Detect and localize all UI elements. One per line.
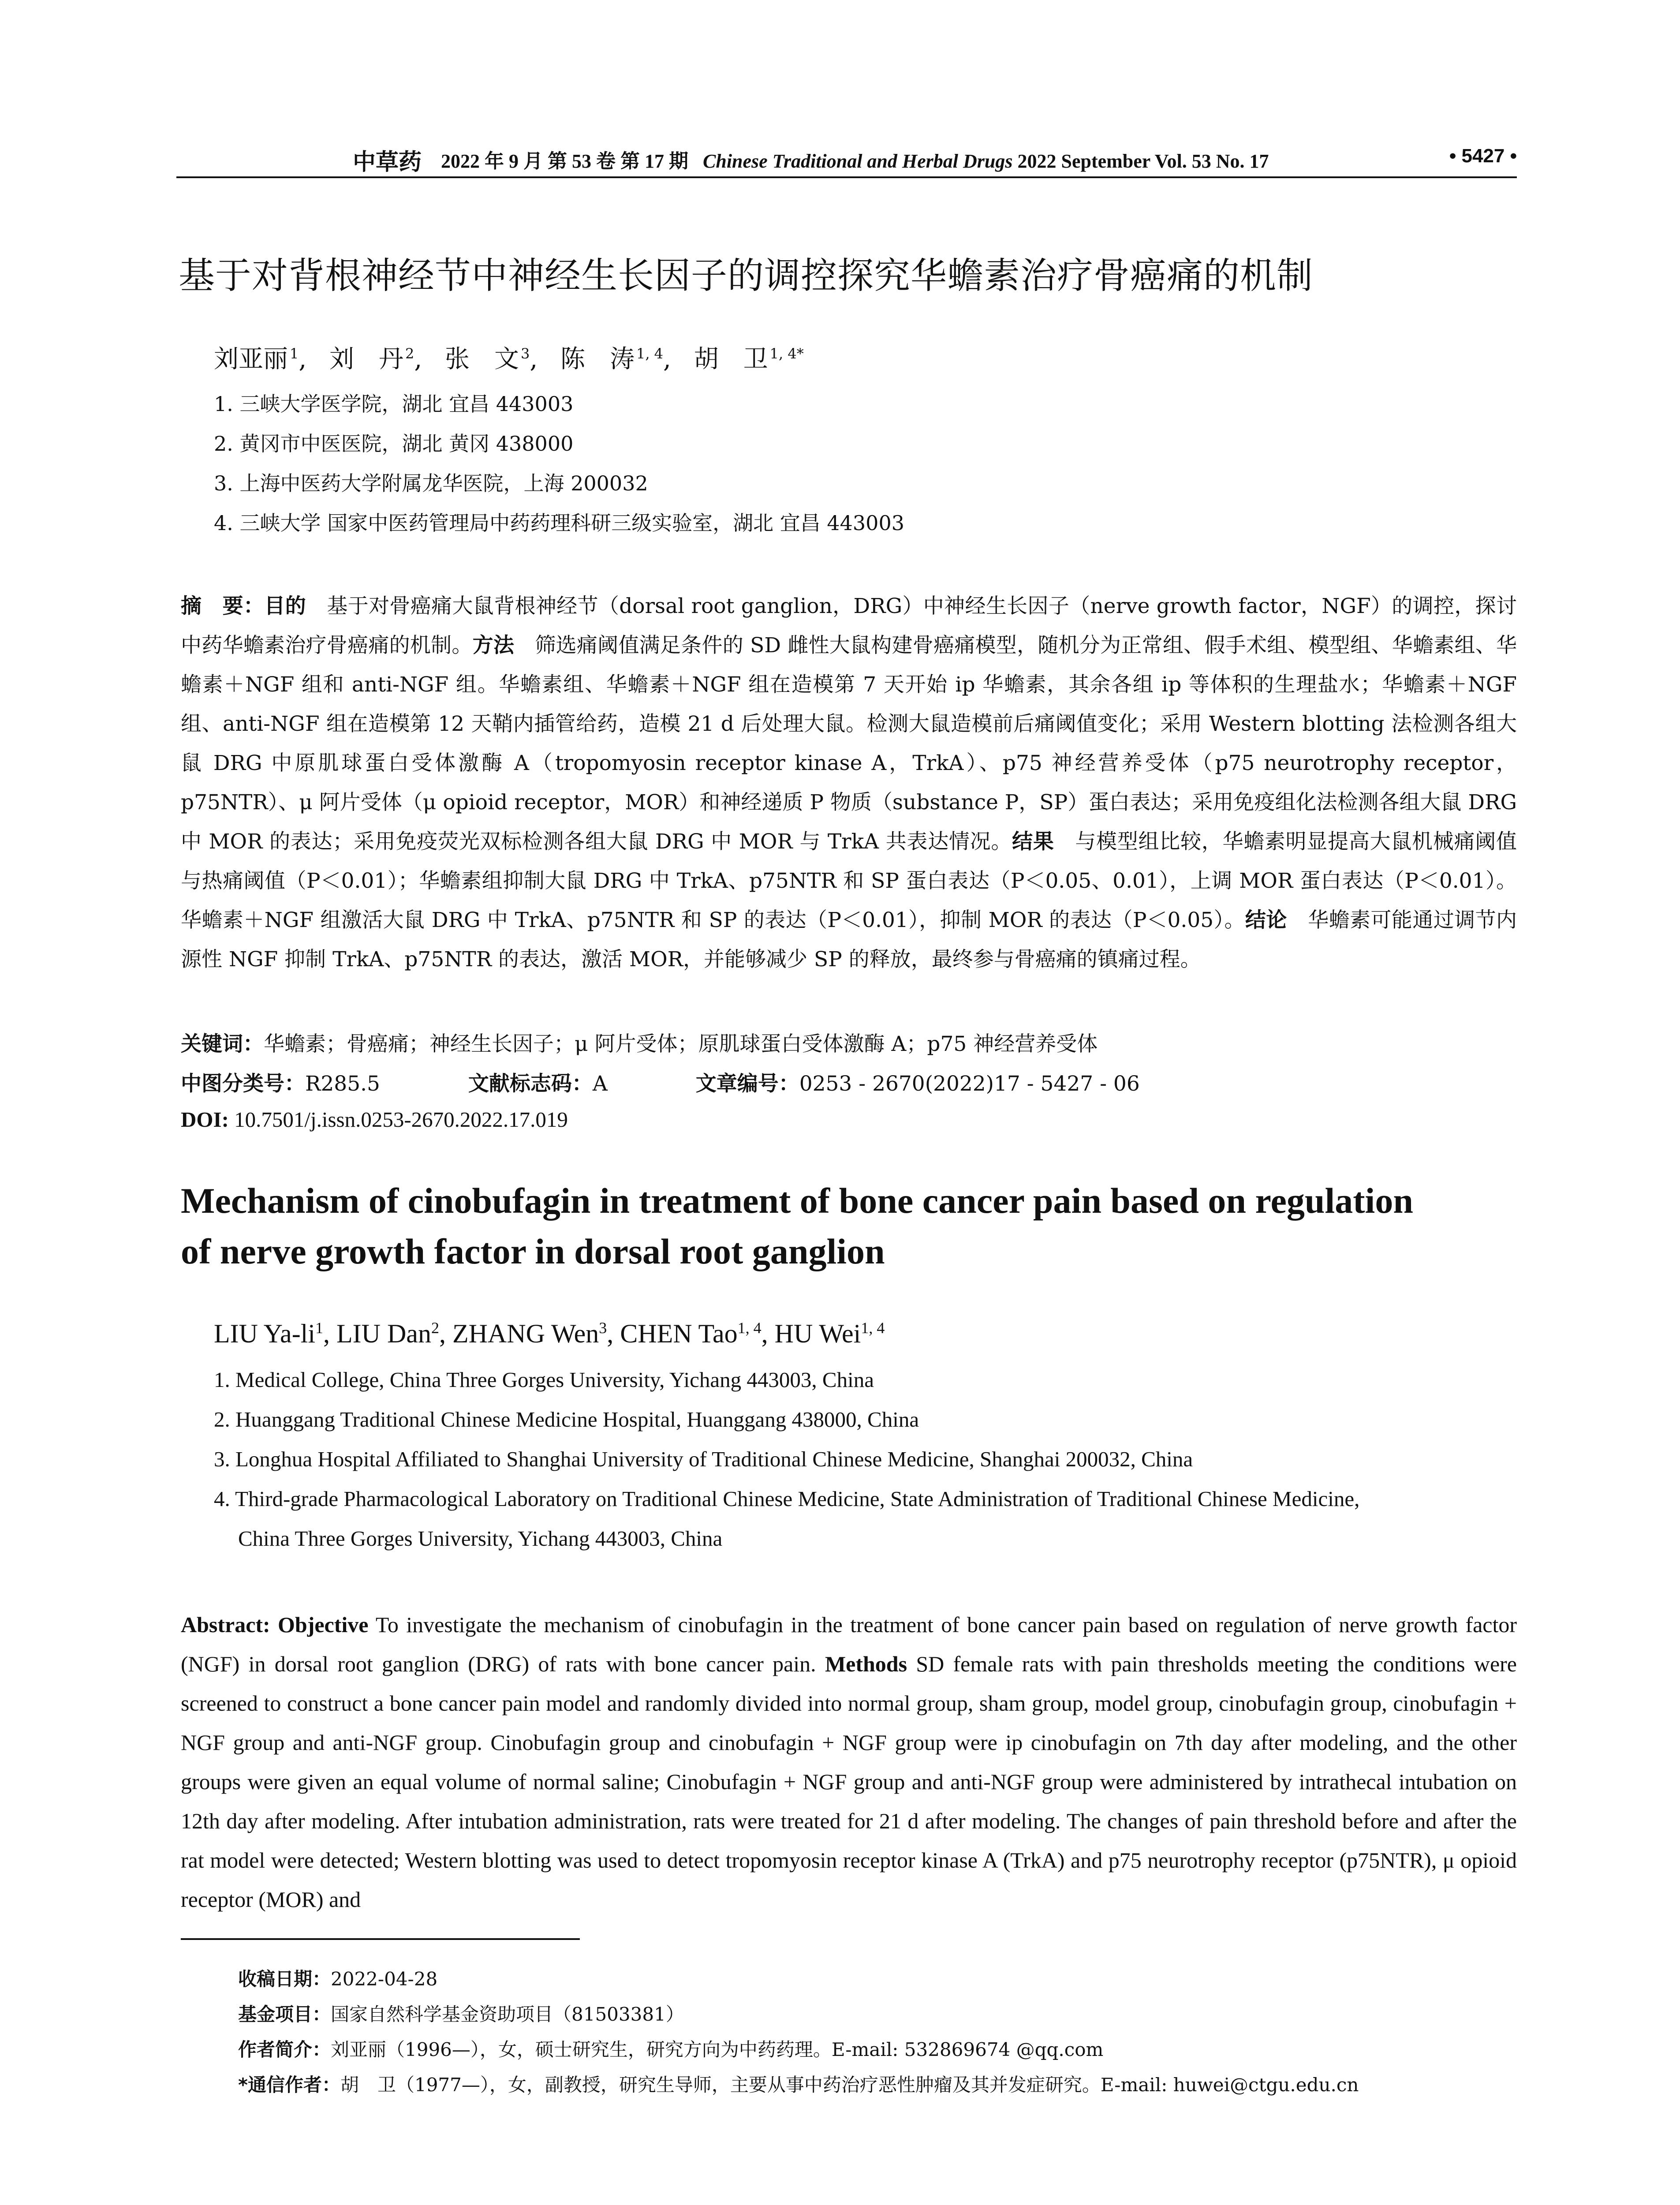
methods-label: 方法 bbox=[472, 633, 515, 658]
running-header bbox=[176, 143, 1517, 179]
abstract-cn bbox=[181, 587, 1517, 979]
abstract-en bbox=[181, 1605, 1517, 1919]
title-en bbox=[181, 1175, 1521, 1277]
title-en-line-2: of nerve growth factor in dorsal root ganglion bbox=[181, 1231, 885, 1271]
author-en: LIU $Ya-li^1$ bbox=[214, 1319, 324, 1348]
footnote-received: 收稿日期：2022-04-28 bbox=[238, 1968, 438, 1990]
issue-cn: 2022 年 9 月 第 53 卷 第 17 期 bbox=[441, 150, 688, 172]
author-cn: 胡 卫 $^{1, 4*}$ bbox=[694, 345, 804, 374]
author-cn: 张 文 $^3$, bbox=[444, 345, 538, 374]
footnote-rule bbox=[181, 1938, 580, 1940]
issue-en: 2022 September Vol. 53 No. 17 bbox=[1017, 150, 1269, 172]
doc-code-value: A bbox=[592, 1072, 608, 1096]
methods-en-label: Methods bbox=[825, 1652, 907, 1676]
affiliation-cn-1: 1. 三峡大学医学院，湖北 宜昌 443003 bbox=[214, 392, 574, 416]
objective-label: 目的 bbox=[264, 594, 306, 618]
author-en: ZHANG Wen$^3$ bbox=[452, 1319, 607, 1348]
header-rule bbox=[176, 176, 1517, 178]
abstract-en-label: Abstract: Objective bbox=[181, 1612, 369, 1637]
keywords-label: 关键词： bbox=[181, 1032, 264, 1056]
affiliation-en-4: 4. Third-grade Pharmacological Laboratory on Traditional Chinese Medicine, State Administration of Traditional Chinese Medicine, bbox=[214, 1487, 1360, 1511]
journal-en: Chinese Traditional and Herbal Drugs bbox=[703, 150, 1013, 172]
article-no-label: 文章编号： bbox=[695, 1072, 799, 1096]
doi-label: DOI: bbox=[181, 1107, 229, 1132]
doc-code-label: 文献标志码： bbox=[468, 1072, 593, 1096]
author-en: LIU Dan$^2$ bbox=[336, 1319, 439, 1348]
author-cn: 陈 涛 $^{1, 4}$, bbox=[560, 345, 671, 374]
methods-text: 筛选痛阈值满足条件的 SD 雌性大鼠构建骨癌痛模型，随机分为正常组、假手术组、模型组、华蟾素组、华蟾素＋NGF 组和 anti-NGF 组。华蟾素组、华蟾素＋NGF 组在造模第 7 天开始 ip 华蟾素，其余各组 ip 等体积的生理盐水；华蟾素＋NGF 组、anti-NGF 组在造模第 12 天鞘内插管给药，造模 21 d 后处理大鼠。检测大鼠造模前后痛阈值变化；采用 Western blotting 法检测各组大鼠 DRG 中原肌球蛋白受体激酶 A（tropomyosin receptor kinase A，TrkA）、p75 神经营养受体（p75 neurotrophy receptor，p75NTR）、μ 阿片受体（μ opioid receptor，MOR）和神经递质 P 物质（substance P，SP）蛋白表达；采用免疫组化法检测各组大鼠 DRG 中 MOR 的表达；采用免疫荧光双标检测各组大鼠 DRG 中 MOR 与 TrkA 共表达情况。 bbox=[181, 633, 1517, 854]
author-cn: 刘 丹 $^2$, bbox=[329, 345, 422, 374]
author-cn: 刘亚丽 $^1$, bbox=[214, 345, 307, 374]
results-label: 结果 bbox=[1012, 830, 1054, 854]
keywords-cn bbox=[181, 1028, 1098, 1057]
author-en: CHEN Tao$^{1, 4}$ bbox=[620, 1319, 762, 1348]
footnote-correspondence: *通信作者：胡 卫（1977—），女，副教授，研究生导师，主要从事中药治疗恶性肿瘤及其并发症研究。E-mail: huwei@ctgu.edu.cn bbox=[238, 2074, 1359, 2096]
conclusion-text: 华蟾素可能通过调节内源性 NGF 抑制 TrkA、p75NTR 的表达，激活 MOR，并能够减少 SP 的释放，最终参与骨癌痛的镇痛过程。 bbox=[181, 908, 1517, 972]
affiliation-en-3: 3. Longhua Hospital Affiliated to Shanghai University of Traditional Chinese Medicine, Shanghai 200032, China bbox=[214, 1447, 1193, 1471]
results-text: 与模型组比较，华蟾素明显提高大鼠机械痛阈值与热痛阈值（P＜0.01）；华蟾素组抑制大鼠 DRG 中 TrkA、p75NTR 和 SP 蛋白表达（P＜0.05、0.01），上调 MOR 蛋白表达（P＜0.01）。华蟾素＋NGF 组激活大鼠 DRG 中 TrkA、p75NTR 和 SP 的表达（P＜0.01），抑制 MOR 的表达（P＜0.05）。 bbox=[181, 830, 1517, 932]
header-issue bbox=[441, 145, 1269, 173]
affiliation-cn-2: 2. 黄冈市中医医院，湖北 黄冈 438000 bbox=[214, 432, 574, 456]
article-no-value: 0253 - 2670(2022)17 - 5427 - 06 bbox=[799, 1072, 1140, 1096]
title-en-line-1: Mechanism of cinobufagin in treatment of bone cancer pain based on regulation bbox=[181, 1181, 1413, 1221]
classification-line bbox=[181, 1067, 1140, 1097]
affiliation-en-4-cont: China Three Gorges University, Yichang 443003, China bbox=[238, 1526, 723, 1551]
abstract-cn-label: 摘 要： bbox=[181, 594, 265, 618]
keywords-text: 华蟾素；骨癌痛；神经生长因子；μ 阿片受体；原肌球蛋白受体激酶 A；p75 神经营养受体 bbox=[264, 1032, 1098, 1056]
authors-en: LIU $Ya-li^1$, LIU Dan$^2$, ZHANG Wen$^3$, CHEN Tao$^{1, 4}$, HU Wei$^{1, 4}$ bbox=[214, 1319, 885, 1348]
objective-text: 基于对骨癌痛大鼠背根神经节（dorsal root ganglion，DRG）中神经生长因子（nerve growth factor，NGF）的调控，探讨中药华蟾素治疗骨癌痛的机制。 bbox=[181, 594, 1517, 658]
page-number: • 5427 • bbox=[1449, 145, 1517, 167]
objective-en-text: To investigate the mechanism of cinobufagin in the treatment of bone cancer pain based on regulation of nerve growth factor (NGF) in dorsal root ganglion (DRG) of rats with bone cancer pain. bbox=[181, 1612, 1517, 1676]
doi-value[interactable]: 10.7501/j.issn.0253-2670.2022.17.019 bbox=[234, 1107, 568, 1132]
doi bbox=[181, 1107, 568, 1132]
clc-label: 中图分类号： bbox=[181, 1072, 305, 1096]
methods-en-text: SD female rats with pain thresholds meeting the conditions were screened to construct a bone cancer pain model and randomly divided into normal group, sham group, model group, cinobufagin group, cinobufagin + NGF group and anti-NGF group. Cinobufagin group and cinobufagin + NGF group were ip cinobufagin on 7th day after modeling, and the other groups were given an equal volume of normal saline; Cinobufagin + NGF group and anti-NGF group were administered by intrathecal intubation on 12th day after modeling. After intubation administration, rats were treated for 21 d after modeling. The changes of pain threshold before and after the rat model were detected; Western blotting was used to detect tropomyosin receptor kinase A (TrkA) and p75 neurotrophy receptor (p75NTR), μ opioid receptor (MOR) and bbox=[181, 1652, 1517, 1912]
clc-value: R285.5 bbox=[305, 1072, 380, 1096]
journal-logo-cn: 中草药 bbox=[353, 149, 422, 176]
authors-cn bbox=[214, 340, 819, 375]
affiliation-cn-4: 4. 三峡大学 国家中医药管理局中药药理科研三级实验室，湖北 宜昌 443003 bbox=[214, 511, 904, 535]
footnote-fund: 基金项目：国家自然科学基金资助项目（81503381） bbox=[238, 2003, 684, 2025]
author-en: HU Wei$^{1, 4}$ bbox=[774, 1319, 885, 1348]
title-cn: 基于对背根神经节中神经生长因子的调控探究华蟾素治疗骨癌痛的机制 bbox=[179, 255, 1314, 297]
affiliation-cn-3: 3. 上海中医药大学附属龙华医院，上海 200032 bbox=[214, 471, 648, 495]
affiliation-en-2: 2. Huanggang Traditional Chinese Medicine Hospital, Huanggang 438000, China bbox=[214, 1407, 919, 1431]
conclusion-label: 结论 bbox=[1245, 908, 1287, 932]
affiliation-en-1: 1. Medical College, China Three Gorges University, Yichang 443003, China bbox=[214, 1368, 874, 1392]
footnote-author-bio: 作者简介：刘亚丽（1996—），女，硕士研究生，研究方向为中药药理。E-mail: 532869674 @qq.com bbox=[238, 2039, 1104, 2060]
